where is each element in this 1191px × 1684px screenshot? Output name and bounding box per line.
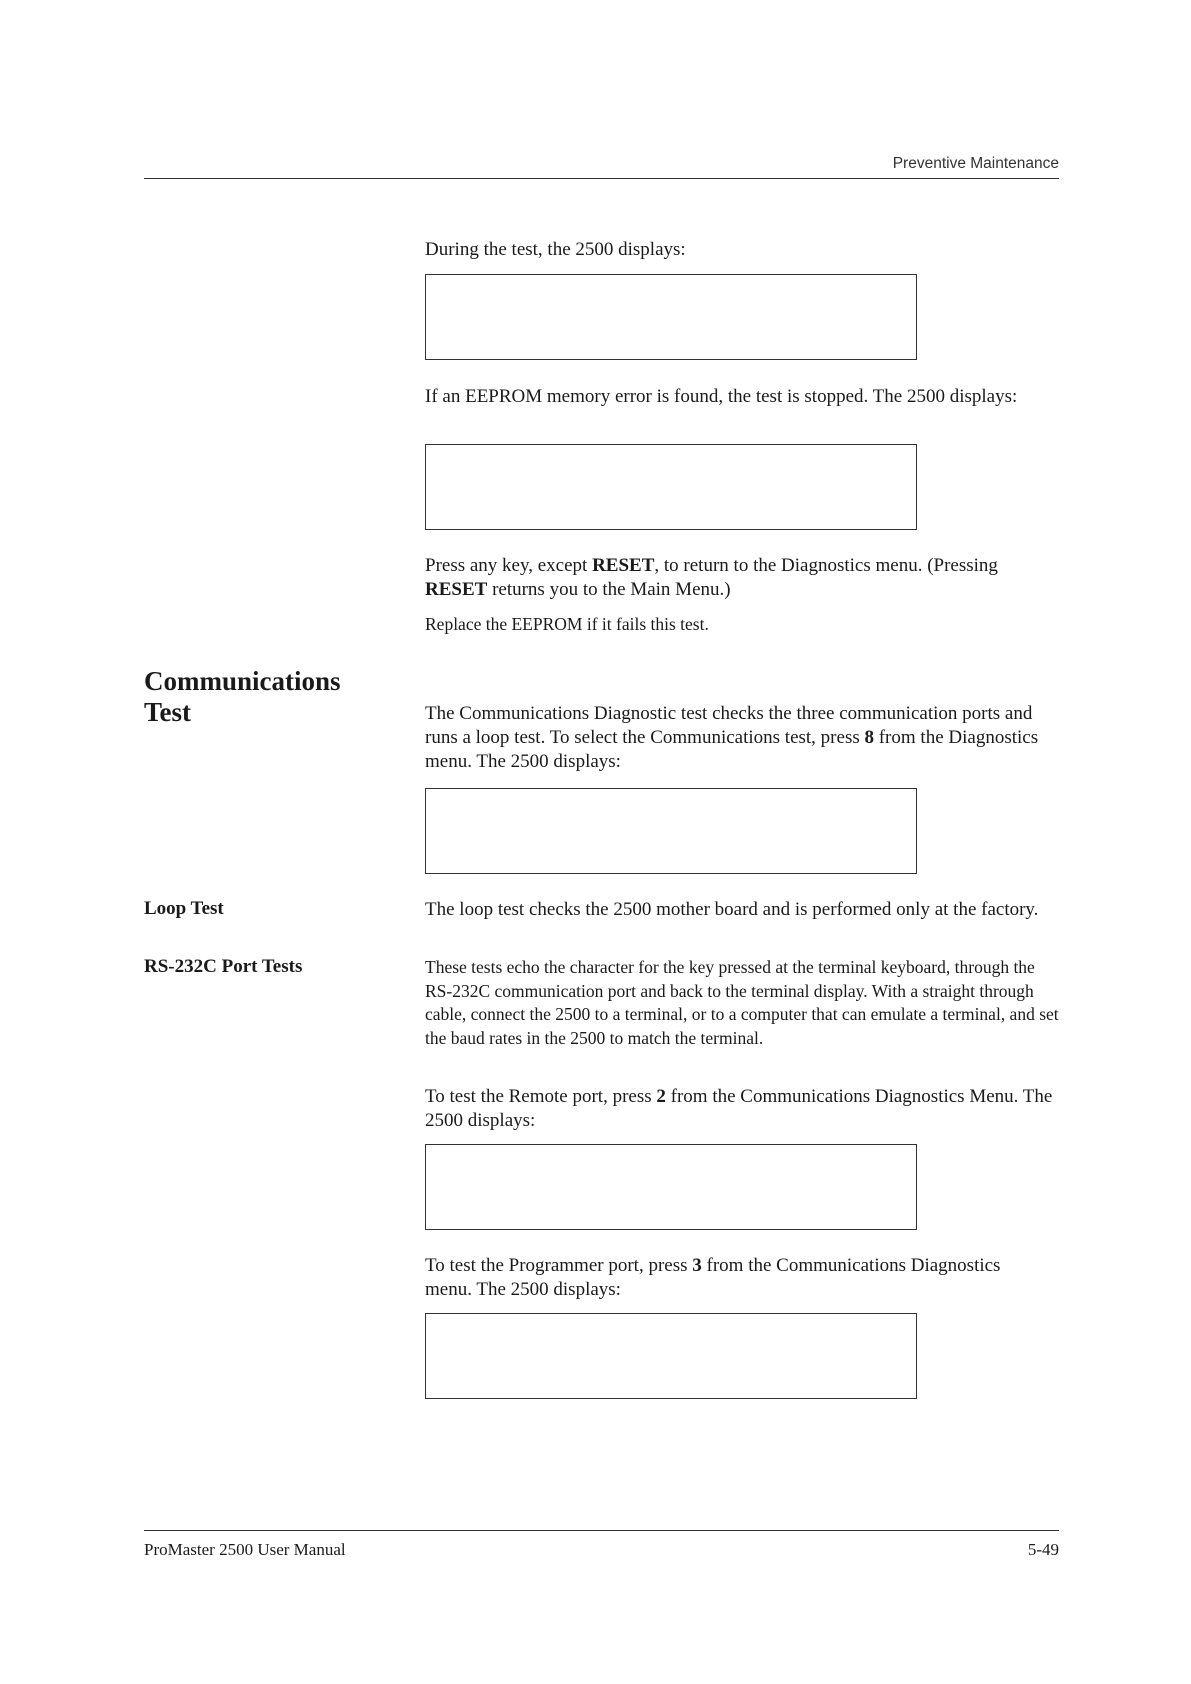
paragraph-programmer-port: To test the Programmer port, press 3 from the Communications Diagnostics menu. The 2500 displays: <box>425 1255 1001 1300</box>
paragraph-during-test: During the test, the 2500 displays: <box>425 239 686 260</box>
paragraph-loop-test: The loop test checks the 2500 mother board and is performed only at the factory. <box>425 899 1039 920</box>
subheading-loop-test: Loop Test <box>144 898 224 919</box>
lcd-display-box <box>425 274 917 360</box>
running-header: Preventive Maintenance <box>892 155 1059 172</box>
subheading-rs232c-port-tests: RS-232C Port Tests <box>144 956 303 977</box>
header-rule <box>144 178 1059 179</box>
section-heading-communications: Communications Test <box>144 666 341 727</box>
lcd-display-box <box>425 788 917 874</box>
paragraph-communications-intro: The Communications Diagnostic test checks the three communication ports and runs a loop test. To select the Communications test, press 8 from the Diagnostics menu. The 2500 displays: <box>425 703 1039 772</box>
paragraph-rs232c-description: These tests echo the character for the key pressed at the terminal keyboard, through the RS-232C communication port and back to the terminal display. With a straight through cable, connect the 2500 to a terminal, or to a computer that can emulate a terminal, and set the baud rates in the 2500 to match the terminal. <box>425 957 1059 1048</box>
paragraph-press-any-key: Press any key, except RESET, to return to the Diagnostics menu. (Pressing RESET returns you to the Main Menu.) <box>425 555 998 600</box>
footer-rule <box>144 1530 1059 1531</box>
footer-manual-title: ProMaster 2500 User Manual <box>144 1540 346 1559</box>
paragraph-eeprom-error: If an EEPROM memory error is found, the test is stopped. The 2500 displays: <box>425 386 1018 407</box>
lcd-display-box <box>425 444 917 530</box>
paragraph-remote-port: To test the Remote port, press 2 from the Communications Diagnostics Menu. The 2500 displays: <box>425 1086 1053 1131</box>
page-number: 5-49 <box>1027 1540 1059 1559</box>
lcd-display-box <box>425 1144 917 1230</box>
lcd-display-box <box>425 1313 917 1399</box>
paragraph-replace-eeprom: Replace the EEPROM if it fails this test. <box>425 614 709 634</box>
